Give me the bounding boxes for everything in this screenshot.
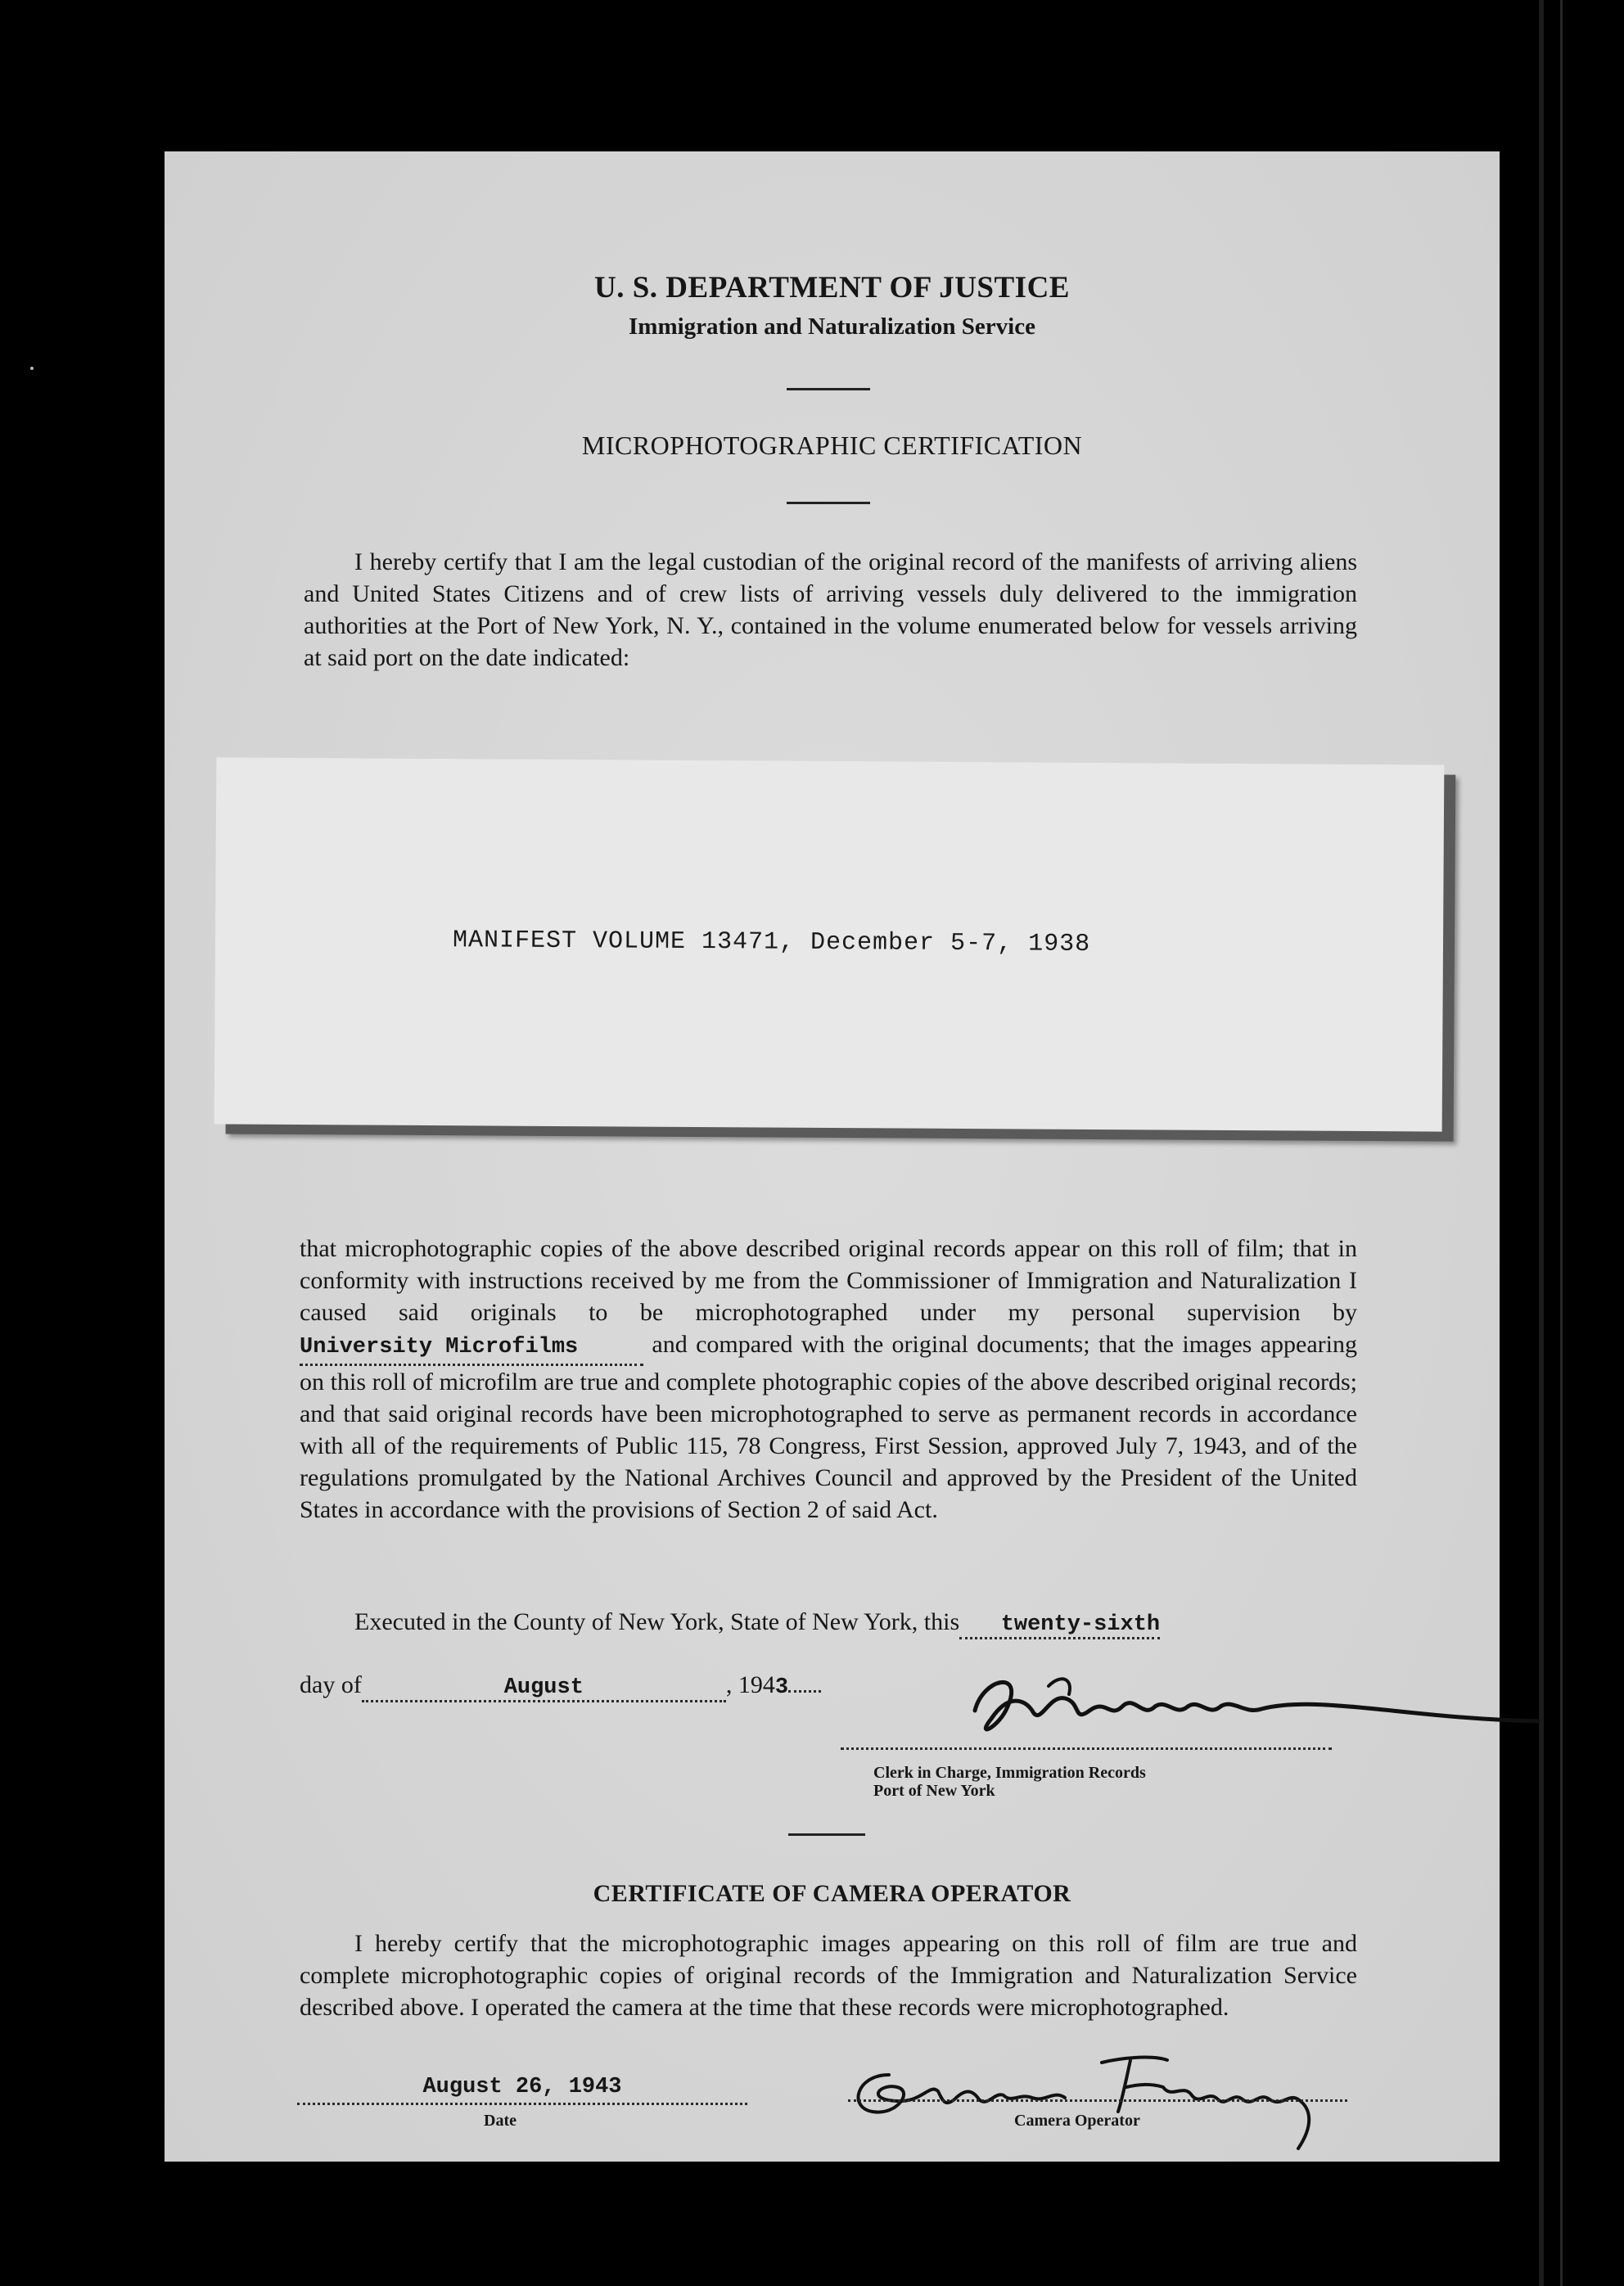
day-of-label: day of: [300, 1671, 362, 1698]
camera-date-value: August 26, 1943: [422, 2075, 622, 2099]
day-line: [300, 1671, 821, 1702]
film-statement-lead: that microphotographic copies of the above described original records appear on this roll of film; that in conformity with instructions received by me from the Commissioner of Immigration and Naturalization I caused said originals to be microphotographed under my personal supervision by: [300, 1235, 1357, 1326]
dust-speck: [30, 367, 34, 370]
clerk-signature: [950, 1662, 1540, 1768]
date-label: Date: [484, 2112, 517, 2130]
certification-page: [165, 151, 1500, 2162]
certification-title: MICROPHOTOGRAPHIC CERTIFICATION: [581, 431, 1083, 460]
year-dots: [788, 1690, 821, 1693]
photographer-field: University Microfilms: [300, 1332, 643, 1366]
clerk-title: [873, 1764, 1146, 1800]
camera-operator-label: Camera Operator: [1014, 2112, 1140, 2130]
divider: [788, 1833, 865, 1836]
year-prefix: , 194: [725, 1671, 775, 1698]
manifest-volume-label: MANIFEST VOLUME 13471, December 5-7, 1938: [452, 927, 1091, 958]
month-field: August: [362, 1675, 726, 1702]
clerk-title-line2: Port of New York: [873, 1782, 995, 1800]
clerk-title-line1: Clerk in Charge, Immigration Records: [873, 1764, 1146, 1782]
year-digit: 3: [774, 1675, 789, 1700]
film-statement: [300, 1233, 1357, 1526]
film-statement-rest: and compared with the original documents; that the images appearing on this roll of microfilm are true and complete photographic copies of the above described original records; and that said original records have been microphotographed to serve as permanent records in accordance with all of the requirements of Public 115, 78 Congress, First Session, approved July 7, 1943, and of the regulations promulgated by the National Archives Council and approved by the President of the United States in accordance with the provisions of Section 2 of said Act.: [300, 1331, 1358, 1523]
film-edge: [1560, 0, 1563, 2286]
divider: [787, 502, 870, 504]
execution-prefix: Executed in the County of New York, State of New York, this: [354, 1608, 960, 1635]
divider: [787, 388, 870, 390]
date-field: [297, 2075, 747, 2105]
service-subheading: Immigration and Naturalization Service: [629, 313, 1035, 340]
custodian-statement: I hereby certify that I am the legal custodian of the original record of the manifests of arriving aliens and United States Citizens and of crew lists of arriving vessels duly delivered to the immigration authorities at the Port of New York, N. Y., contained in the volume enumerated below for vessels arriving at said port on the date indicated:: [304, 548, 1357, 671]
film-edge: [1539, 0, 1544, 2286]
clerk-signature-line: [841, 1747, 1332, 1750]
camera-certificate-title: CERTIFICATE OF CAMERA OPERATOR: [593, 1880, 1071, 1907]
execution-line: [354, 1608, 1160, 1639]
day-field: twenty-sixth: [959, 1612, 1160, 1639]
operator-signature-line: [848, 2099, 1347, 2102]
volume-slip: [214, 757, 1445, 1131]
department-heading: U. S. DEPARTMENT OF JUSTICE: [594, 271, 1070, 304]
camera-certificate-statement: I hereby certify that the microphotographic images appearing on this roll of film are true and complete microphotographic copies of original records of the Immigration and Naturalization Service described above. I operated the camera at the time that these records were microphotographed.: [300, 1930, 1357, 2021]
